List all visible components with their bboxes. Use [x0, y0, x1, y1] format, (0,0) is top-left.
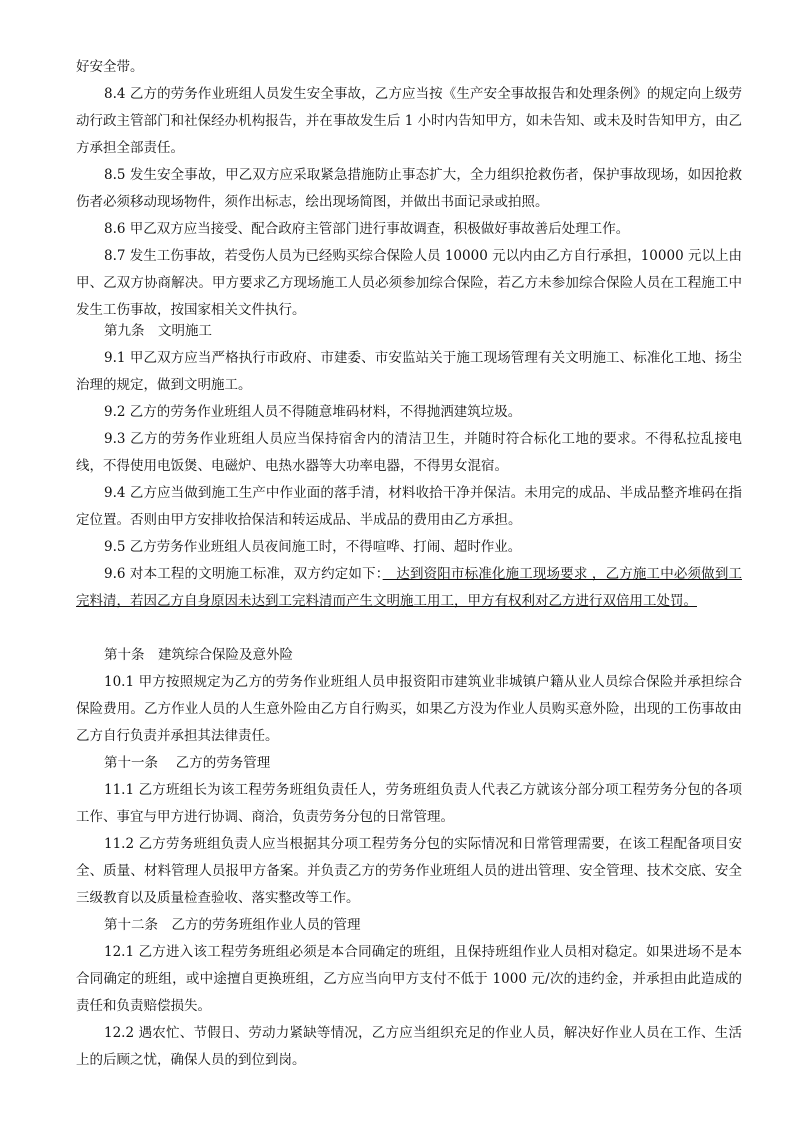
- paragraph-8-5: 8.5 发生安全事故，甲乙双方应采取紧急措施防止事态扩大，全力组织抢救伤者，保护事故现场，如因抢救伤者必须移动现场物件，须作出标志，绘出现场简图，并做出书面记录或拍照。: [76, 167, 742, 210]
- section-heading-11: 第十一条 乙方的劳务管理: [104, 755, 271, 771]
- paragraph-9-5: 9.5 乙方劳务作业班组人员夜间施工时，不得喧哗、打闹、超时作业。: [104, 539, 522, 555]
- paragraph-9-1: 9.1 甲乙双方应当严格执行市政府、市建委、市安监站关于施工现场管理有关文明施工、标准化工地、扬尘治理的规定，做到文明施工。: [76, 350, 742, 393]
- paragraph-12-2: 12.2 遇农忙、节假日、劳动力紧缺等情况，乙方应当组织充足的作业人员，解决好作业人员在工作、生活上的后顾之忧，确保人员的到位到岗。: [76, 1025, 742, 1068]
- paragraph-9-4: 9.4 乙方应当做到施工生产中作业面的落手清，材料收拾干净并保洁。未用完的成品、半成品整齐堆码在指定位置。否则由甲方安排收拾保洁和转运成品、半成品的费用由乙方承担。: [76, 485, 742, 528]
- paragraph-8-7: 8.7 发生工伤事故，若受伤人员为已经购买综合保险人员 10000 元以内由乙方自行承担，10000 元以上由甲、乙双方协商解决。甲方要求乙方现场施工人员必须参加综合保险，若乙方未参加综合保险人员在工程施工中发生工伤事故，按国家相关文件执行。: [76, 248, 742, 318]
- section-heading-10: 第十条 建筑综合保险及意外险: [104, 647, 293, 663]
- paragraph-9-3: 9.3 乙方的劳务作业班组人员应当保持宿舍内的清洁卫生，并随时符合标化工地的要求。不得私拉乱接电线，不得使用电饭煲、电磁炉、电热水器等大功率电器，不得男女混宿。: [76, 431, 742, 474]
- paragraph-9-6: [76, 561, 742, 615]
- paragraph-11-2: 11.2 乙方劳务班组负责人应当根据其分项工程劳务分包的实际情况和日常管理需要，在该工程配备项目安全、质量、材料管理人员报甲方备案。并负责乙方的劳务作业班组人员的进出管理、安全管理、技术交底、安全三级教育以及质量检查验收、落实整改等工作。: [76, 836, 742, 906]
- paragraph-10-1: 10.1 甲方按照规定为乙方的劳务作业班组人员申报资阳市建筑业非城镇户籍从业人员综合保险并承担综合保险费用。乙方作业人员的人生意外险由乙方自行购买，如果乙方没为作业人员购买意外险，出现的工伤事故由乙方自行负责并承担其法律责任。: [76, 674, 742, 744]
- section-heading-9: 第九条 文明施工: [104, 323, 212, 339]
- paragraph-9-2: 9.2 乙方的劳务作业班组人员不得随意堆码材料，不得抛洒建筑垃圾。: [104, 404, 522, 420]
- paragraph-11-1: 11.1 乙方班组长为该工程劳务班组负责任人，劳务班组负责人代表乙方就该分部分项工程劳务分包的各项工作、事宜与甲方进行协调、商洽，负责劳务分包的日常管理。: [76, 782, 742, 825]
- section-heading-12: 第十二条 乙方的劳务班组作业人员的管理: [104, 917, 361, 933]
- paragraph-8-4: 8.4 乙方的劳务作业班组人员发生安全事故，乙方应当按《生产安全事故报告和处理条例》的规定向上级劳动行政主管部门和社保经办机构报告，并在事故发生后 1 小时内告知甲方，如未告知、或未及时告知甲方，由乙方承担全部责任。: [76, 86, 742, 156]
- paragraph-12-1: 12.1 乙方进入该工程劳务班组必须是本合同确定的班组，且保持班组作业人员相对稳定。如果进场不是本合同确定的班组，或中途擅自更换班组，乙方应当向甲方支付不低于 1000 元/次的违约金，并承担由此造成的责任和负责赔偿损失。: [76, 944, 742, 1014]
- paragraph-8-6: 8.6 甲乙双方应当接受、配合政府主管部门进行事故调查，积极做好事故善后处理工作。: [104, 221, 630, 237]
- paragraph-continuation: 好安全带。: [76, 59, 144, 75]
- paragraph-9-6-underlined: 达到资阳市标准化施工现场要求 ，乙方施工中必须做到工完料清，若因乙方自身原因未达到工完料清而产生文明施工用工，甲方有权利对乙方进行双倍用工处罚。: [76, 566, 742, 609]
- paragraph-9-6-lead: 9.6 对本工程的文明施工标准，双方约定如下：: [104, 566, 383, 582]
